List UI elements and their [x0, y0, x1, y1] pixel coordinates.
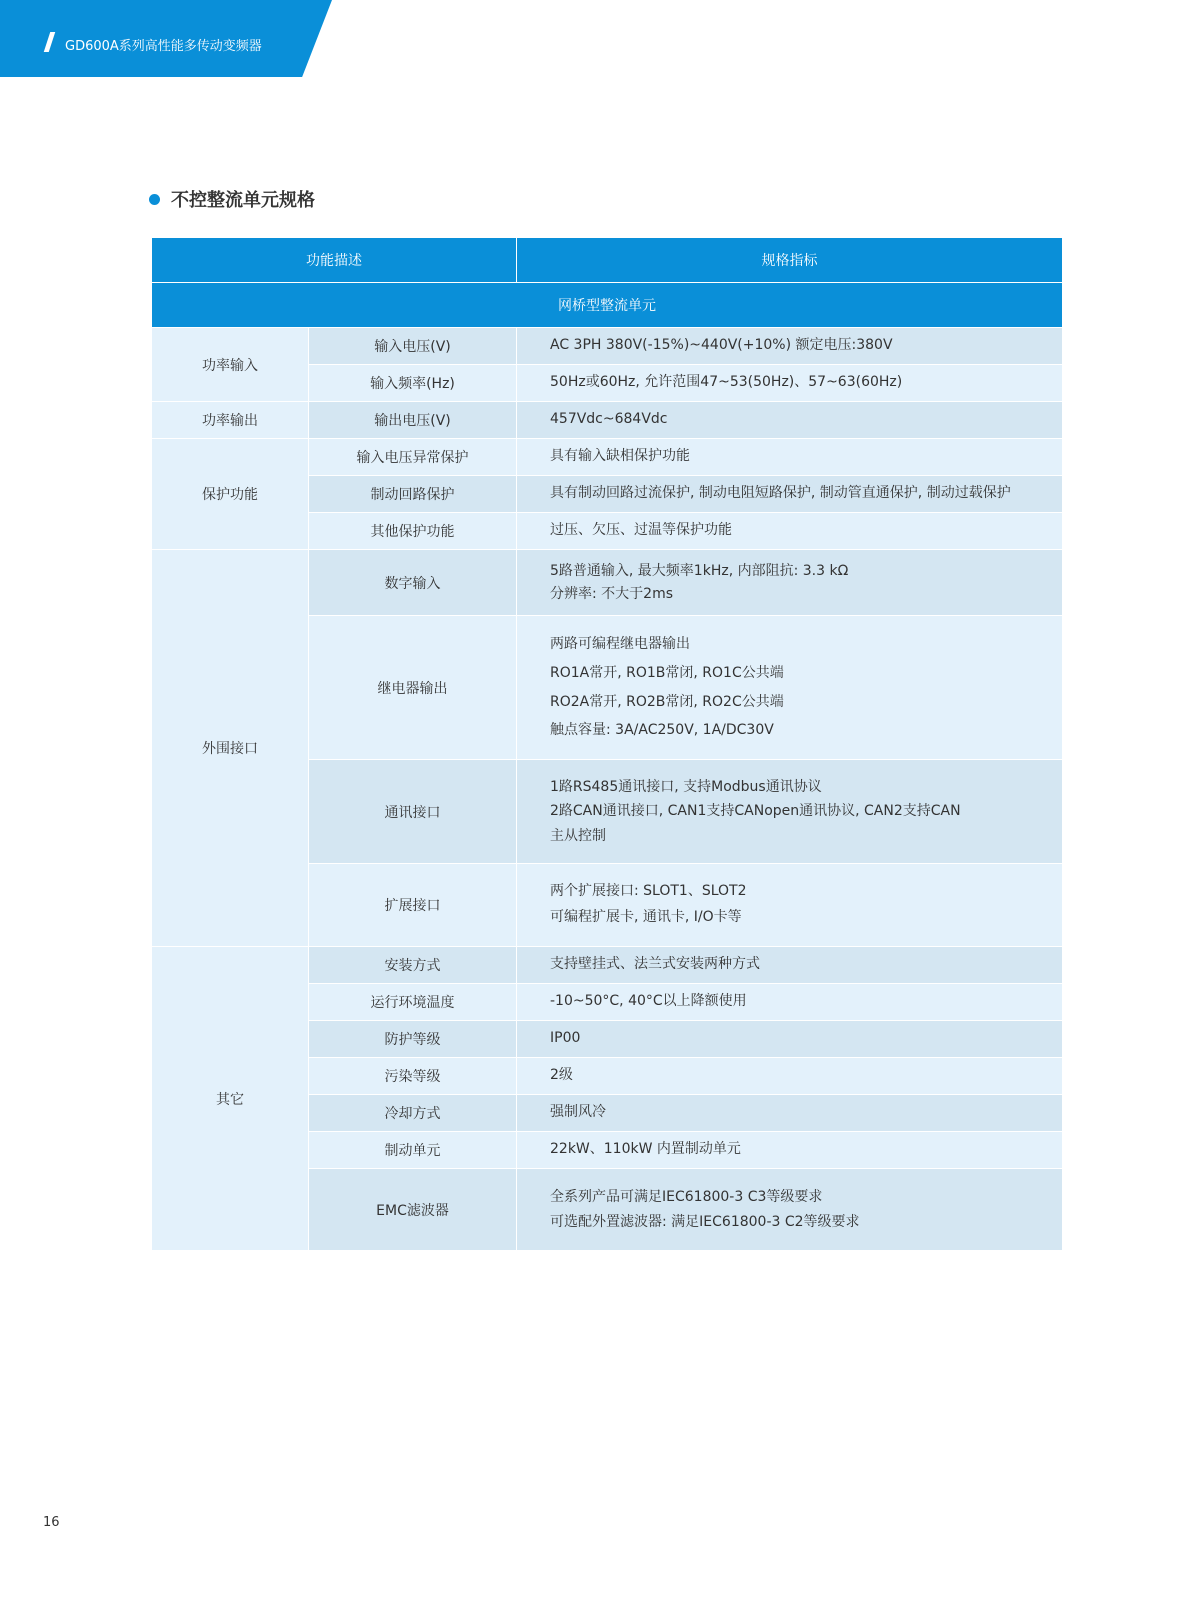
- value-line: 1路RS485通讯接口, 支持Modbus通讯协议: [550, 778, 822, 795]
- value-line: 主从控制: [550, 827, 606, 844]
- column-header-function: 功能描述: [152, 238, 517, 283]
- row-value: 具有输入缺相保护功能: [517, 439, 1063, 476]
- value-line: 触点容量: 3A/AC250V, 1A/DC30V: [550, 722, 774, 739]
- value-line: 5路普通输入, 最大频率1kHz, 内部阻抗: 3.3 kΩ: [550, 563, 849, 580]
- category-power-input: 功率输入: [152, 328, 309, 402]
- value-line: 2路CAN通讯接口, CAN1支持CANopen通讯协议, CAN2支持CAN: [550, 803, 961, 820]
- row-value: 22kW、110kW 内置制动单元: [517, 1132, 1063, 1169]
- value-line: 分辨率: 不大于2ms: [550, 585, 674, 602]
- table-subheader: 网桥型整流单元: [152, 283, 1063, 328]
- row-label: 污染等级: [309, 1058, 517, 1095]
- row-value: 50Hz或60Hz, 允许范围47~53(50Hz)、57~63(60Hz): [517, 365, 1063, 402]
- row-label: 扩展接口: [309, 864, 517, 947]
- bullet-icon: [149, 194, 160, 205]
- value-line: 全系列产品可满足IEC61800-3 C3等级要求: [550, 1189, 823, 1205]
- row-label: 制动回路保护: [309, 476, 517, 513]
- row-value: 2级: [517, 1058, 1063, 1095]
- row-value: 强制风冷: [517, 1095, 1063, 1132]
- row-value: [517, 864, 1063, 947]
- row-value: [517, 1169, 1063, 1251]
- category-peripheral: 外围接口: [152, 550, 309, 947]
- row-value: [517, 760, 1063, 864]
- row-value: [517, 616, 1063, 760]
- category-power-output: 功率输出: [152, 402, 309, 439]
- value-line: 可编程扩展卡, 通讯卡, I/O卡等: [550, 909, 742, 925]
- row-value: 支持壁挂式、法兰式安装两种方式: [517, 947, 1063, 984]
- document-title: GD600A系列高性能多传动变频器: [65, 39, 262, 54]
- row-label: 通讯接口: [309, 760, 517, 864]
- table-row: [152, 439, 1063, 476]
- page-number: 16: [43, 1515, 60, 1530]
- row-value: 具有制动回路过流保护, 制动电阻短路保护, 制动管直通保护, 制动过载保护: [517, 476, 1063, 513]
- column-header-spec: 规格指标: [517, 238, 1063, 283]
- row-label: EMC滤波器: [309, 1169, 517, 1251]
- table-row: [152, 328, 1063, 365]
- row-value: 过压、欠压、过温等保护功能: [517, 513, 1063, 550]
- category-protection: 保护功能: [152, 439, 309, 550]
- row-value: AC 3PH 380V(-15%)~440V(+10%) 额定电压:380V: [517, 328, 1063, 365]
- row-label: 安装方式: [309, 947, 517, 984]
- row-label: 继电器输出: [309, 616, 517, 760]
- value-line: RO2A常开, RO2B常闭, RO2C公共端: [550, 693, 784, 710]
- row-label: 其他保护功能: [309, 513, 517, 550]
- row-value: [517, 550, 1063, 616]
- value-line: 两个扩展接口: SLOT1、SLOT2: [550, 883, 747, 900]
- category-other: 其它: [152, 947, 309, 1251]
- section-title: 不控整流单元规格: [171, 190, 315, 211]
- table-row: [152, 550, 1063, 616]
- row-label: 冷却方式: [309, 1095, 517, 1132]
- spec-table: [151, 237, 1063, 1251]
- row-label: 输入电压(V): [309, 328, 517, 365]
- row-label: 运行环境温度: [309, 984, 517, 1021]
- row-label: 输入电压异常保护: [309, 439, 517, 476]
- row-label: 输入频率(Hz): [309, 365, 517, 402]
- value-line: 可选配外置滤波器: 满足IEC61800-3 C2等级要求: [550, 1213, 860, 1230]
- table-row: [152, 947, 1063, 984]
- row-label: 数字输入: [309, 550, 517, 616]
- table-row: [152, 402, 1063, 439]
- row-label: 防护等级: [309, 1021, 517, 1058]
- row-label: 输出电压(V): [309, 402, 517, 439]
- row-value: -10~50°C, 40°C以上降额使用: [517, 984, 1063, 1021]
- value-line: RO1A常开, RO1B常闭, RO1C公共端: [550, 664, 784, 681]
- row-label: 制动单元: [309, 1132, 517, 1169]
- value-line: 两路可编程继电器输出: [550, 636, 690, 653]
- row-value: 457Vdc~684Vdc: [517, 402, 1063, 439]
- row-value: IP00: [517, 1021, 1063, 1058]
